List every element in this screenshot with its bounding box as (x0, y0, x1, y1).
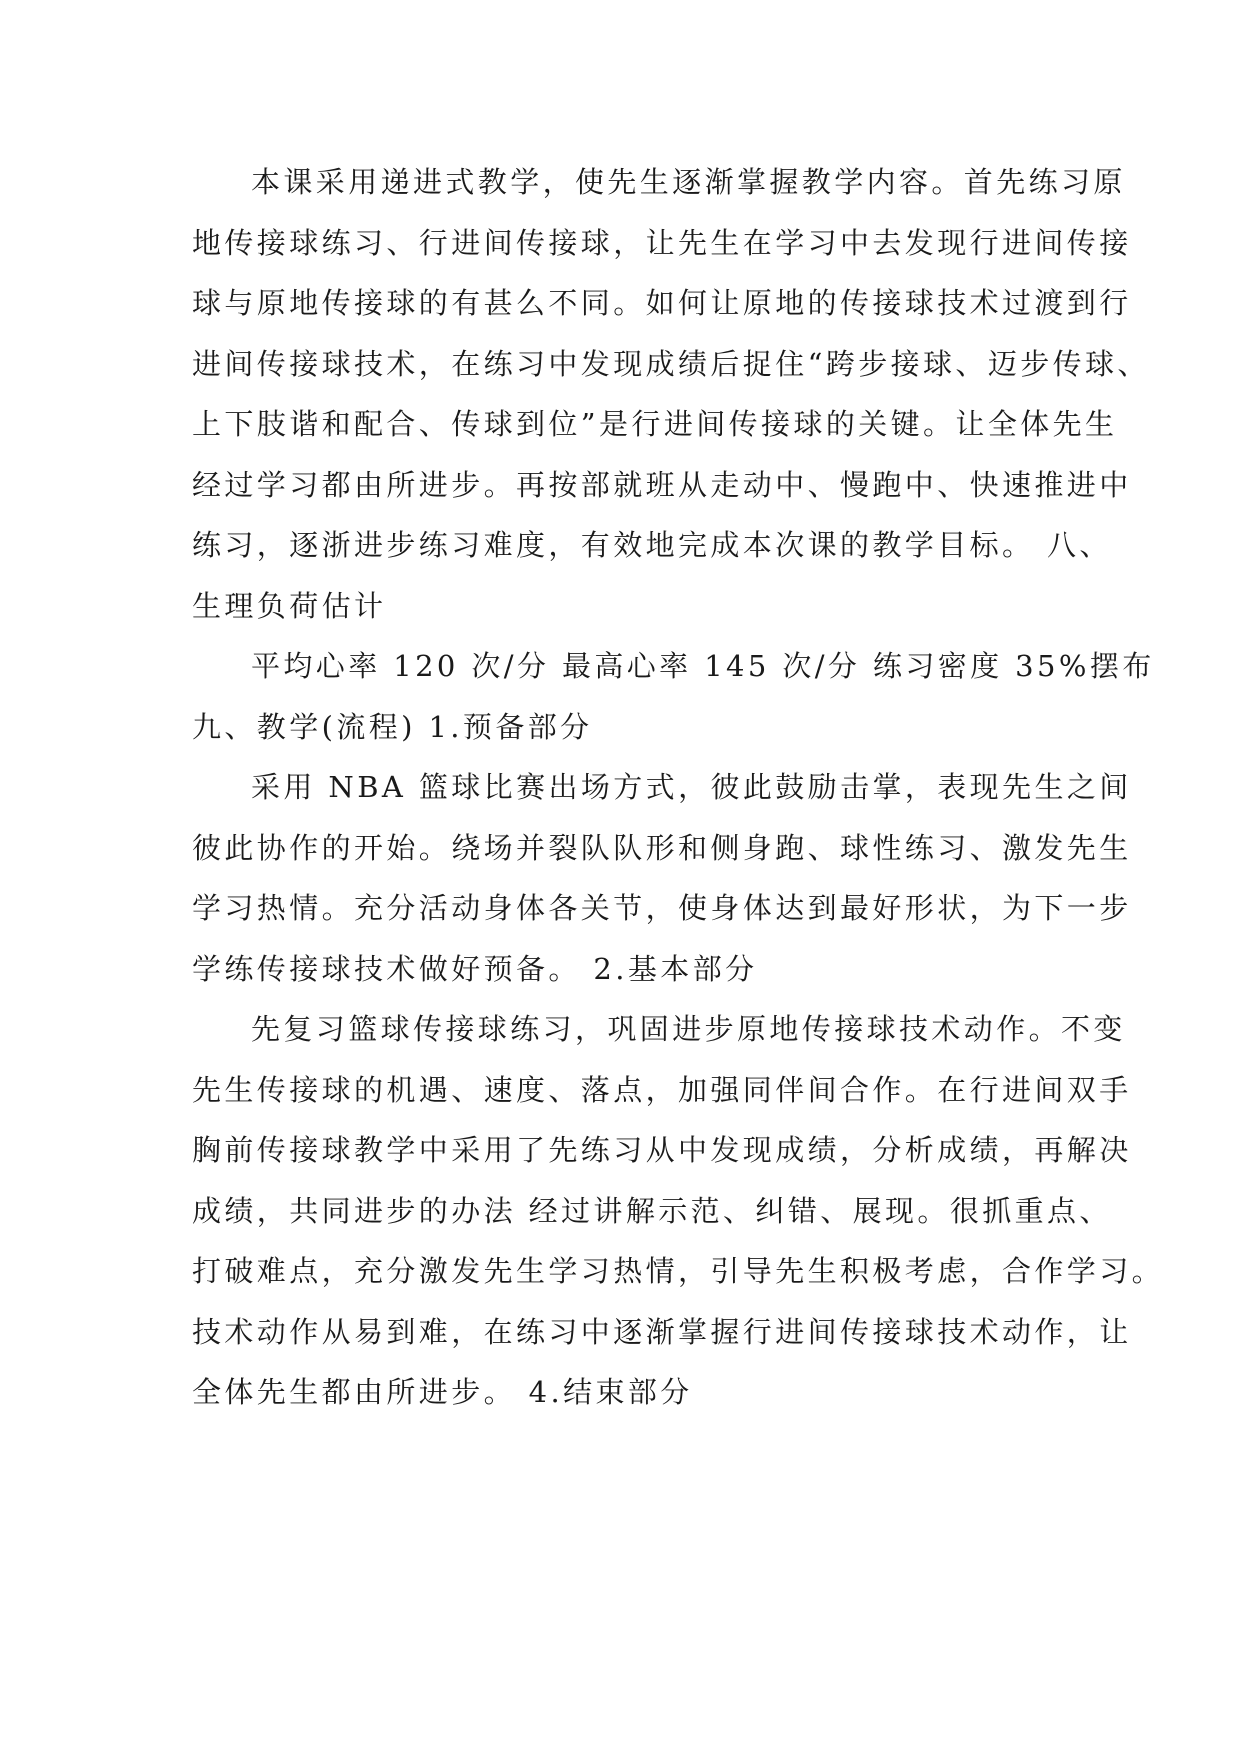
paragraph-line: 采用 NBA 篮球比赛出场方式，彼此鼓励击掌，表现先生之间 (251, 770, 1132, 804)
document-body (192, 152, 1165, 1423)
paragraph-line: 技术动作从易到难，在练习中逐渐掌握行进间传接球技术动作，让 (192, 1314, 1132, 1349)
paragraph-line: 球与原地传接球的有甚么不同。如何让原地的传接球技术过渡到行 (192, 286, 1132, 320)
paragraph-line: 先复习篮球传接球练习，巩固进步原地传接球技术动作。不变 (251, 1012, 1126, 1046)
section-heading-line: 生理负荷估计 (192, 588, 387, 623)
paragraph-line: 进间传接球技术，在练习中发现成绩后捉住“跨步接球、迈步传球、 (192, 346, 1150, 381)
paragraph-line: 平均心率 120 次/分 最高心率 145 次/分 练习密度 35%摆布 (251, 649, 1155, 683)
paragraph-line: 本课采用递进式教学，使先生逐渐掌握教学内容。首先练习原 (251, 165, 1126, 199)
paragraph-line: 彼此协作的开始。绕场并裂队队形和侧身跑、球性练习、激发先生 (192, 830, 1132, 865)
paragraph-line: 学练传接球技术做好预备。 2.基本部分 (192, 951, 758, 986)
paragraph-line: 胸前传接球教学中采用了先练习从中发现成绩，分析成绩，再解决 (192, 1133, 1132, 1167)
paragraph-line: 上下肢谐和配合、传球到位”是行进间传接球的关键。让全体先生 (192, 407, 1118, 441)
paragraph-line: 地传接球练习、行进间传接球，让先生在学习中去发现行进间传接 (192, 225, 1132, 260)
paragraph-line: 练习，逐浙进步练习难度，有效地完成本次课的教学目标。 八、 (192, 528, 1112, 562)
paragraph-line: 全体先生都由所进步。 4.结束部分 (192, 1375, 693, 1409)
paragraph-line: 经过学习都由所进步。再按部就班从走动中、慢跑中、快速推进中 (192, 467, 1132, 502)
paragraph-line: 打破难点，充分激发先生学习热情，引导先生积极考虑，合作学习。 (192, 1254, 1165, 1288)
paragraph-line: 先生传接球的机遇、速度、落点，加强同伴间合作。在行进间双手 (192, 1072, 1132, 1107)
section-heading-line: 九、教学(流程) 1.预备部分 (192, 709, 593, 744)
paragraph-line: 学习热情。充分活动身体各关节，使身体达到最好形状，为下一步 (192, 891, 1132, 925)
paragraph-line: 成绩，共同进步的办法 经过讲解示范、纠错、展现。很抓重点、 (192, 1193, 1112, 1228)
